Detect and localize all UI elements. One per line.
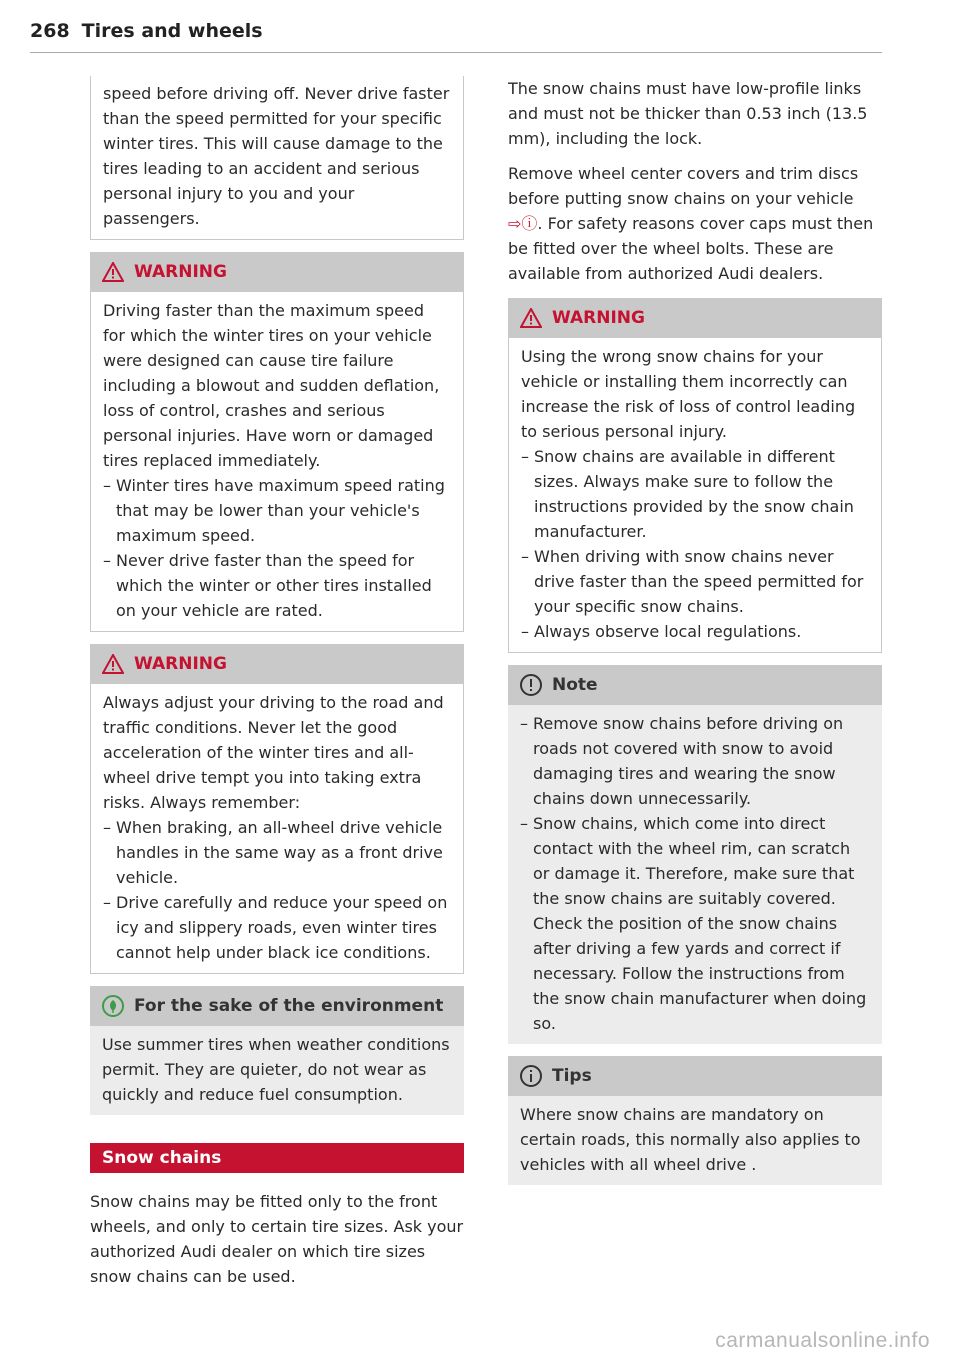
warning-text: Always adjust your driving to the road and traffic conditions. Never let the good acceleration of the winter tires and all-wheel drive tempt you into taking extra risks. Always remember:: [103, 693, 444, 812]
environment-header: [90, 986, 464, 1026]
environment-box: [90, 986, 464, 1115]
list-item: – Drive carefully and reduce your speed on icy and slippery roads, even winter tires cannot help under black ice conditions.: [103, 893, 448, 962]
right-column: [508, 76, 882, 1185]
environment-title: For the sake of the environment: [134, 996, 444, 1016]
warning-title: WARNING: [552, 308, 645, 328]
note-title: Note: [552, 675, 598, 695]
warning-triangle-icon: [102, 654, 124, 674]
left-column: [90, 76, 464, 1289]
warning-text: Driving faster than the maximum speed for which the winter tires on your vehicle were designed can cause tire failure including a blowout and sudden deflation, loss of control, crashes and serious personal injuries. Have worn or damaged tires replaced immediately.: [103, 301, 440, 470]
warning-triangle-icon: [102, 262, 124, 282]
note-header: [508, 665, 882, 705]
note-body: [508, 705, 882, 1044]
list-item: – Always observe local regulations.: [521, 622, 802, 641]
warning-title: WARNING: [134, 654, 227, 674]
list-item: – When braking, an all-wheel drive vehicle handles in the same way as a front drive vehicle.: [103, 818, 443, 887]
list-item: – Snow chains are available in different sizes. Always make sure to follow the instructions provided by the snow chain manufacturer.: [521, 447, 854, 541]
list-item: – Never drive faster than the speed for which the winter or other tires installed on your vehicle are rated.: [103, 551, 432, 620]
list-item: – Winter tires have maximum speed rating that may be lower than your vehicle's maximum speed.: [103, 476, 445, 545]
section-title: Tires and wheels: [81, 20, 263, 42]
tips-text: Where snow chains are mandatory on certain roads, this normally also applies to vehicles with all wheel drive .: [520, 1105, 861, 1174]
warning-body: [90, 684, 464, 974]
warning-title: WARNING: [134, 262, 227, 282]
snow-chains-heading: Snow chains: [90, 1143, 464, 1173]
cross-reference-link[interactable]: ⇨ⓘ: [508, 214, 538, 233]
tips-box: [508, 1056, 882, 1185]
page-number: 268: [30, 20, 70, 42]
list-item: – Remove snow chains before driving on roads not covered with snow to avoid damaging tires and wearing the snow chains down unnecessarily.: [520, 714, 844, 808]
warning-box-driving: [90, 644, 464, 974]
tips-body: [508, 1096, 882, 1185]
warning-body: [90, 292, 464, 632]
environment-body: [90, 1026, 464, 1115]
paragraph-remove-covers: Remove wheel center covers and trim discs before putting snow chains on your vehicle ⇨ⓘ. For safety reasons cover caps must then be fitted over the wheel bolts. These are available from authorized Audi dealers.: [508, 164, 874, 283]
environment-text: Use summer tires when weather conditions permit. They are quieter, do not wear as quickly and reduce fuel consumption.: [102, 1035, 450, 1104]
continued-text: speed before driving off. Never drive faster than the speed permitted for your specific winter tires. This will cause damage to the tires leading to an accident and serious personal injury to you and your passengers.: [103, 84, 450, 228]
tips-title: Tips: [552, 1066, 592, 1086]
tips-header: [508, 1056, 882, 1096]
page-header: [30, 20, 882, 53]
continued-box: [90, 76, 464, 240]
leaf-icon: [102, 995, 124, 1017]
warning-header: [90, 644, 464, 684]
snow-chains-text: Snow chains may be fitted only to the front wheels, and only to certain tire sizes. Ask your authorized Audi dealer on which tire sizes snow chains can be used.: [90, 1192, 464, 1286]
warning-text: Using the wrong snow chains for your vehicle or installing them incorrectly can increase the risk of loss of control leading to serious personal injury.: [521, 347, 856, 441]
caution-circle-icon: [520, 674, 542, 696]
warning-body: [508, 338, 882, 653]
note-box: [508, 665, 882, 1044]
warning-header: [508, 298, 882, 338]
warning-box-winter-speed: [90, 252, 464, 632]
warning-header: [90, 252, 464, 292]
warning-triangle-icon: [520, 308, 542, 328]
paragraph-chain-size: The snow chains must have low-profile links and must not be thicker than 0.53 inch (13.5 mm), including the lock.: [508, 79, 868, 148]
info-icon: [520, 1065, 542, 1087]
list-item: – When driving with snow chains never drive faster than the speed permitted for your specific snow chains.: [521, 547, 864, 616]
list-item: – Snow chains, which come into direct contact with the wheel rim, can scratch or damage it. Therefore, make sure that the snow chains are suitably covered. Check the position of the snow chains after driving a few yards and correct if necessary. Follow the instructions from the snow chain manufacturer when doing so.: [520, 814, 867, 1033]
warning-box-snow-chains: [508, 298, 882, 653]
watermark: carmanualsonline.info: [715, 1329, 930, 1352]
